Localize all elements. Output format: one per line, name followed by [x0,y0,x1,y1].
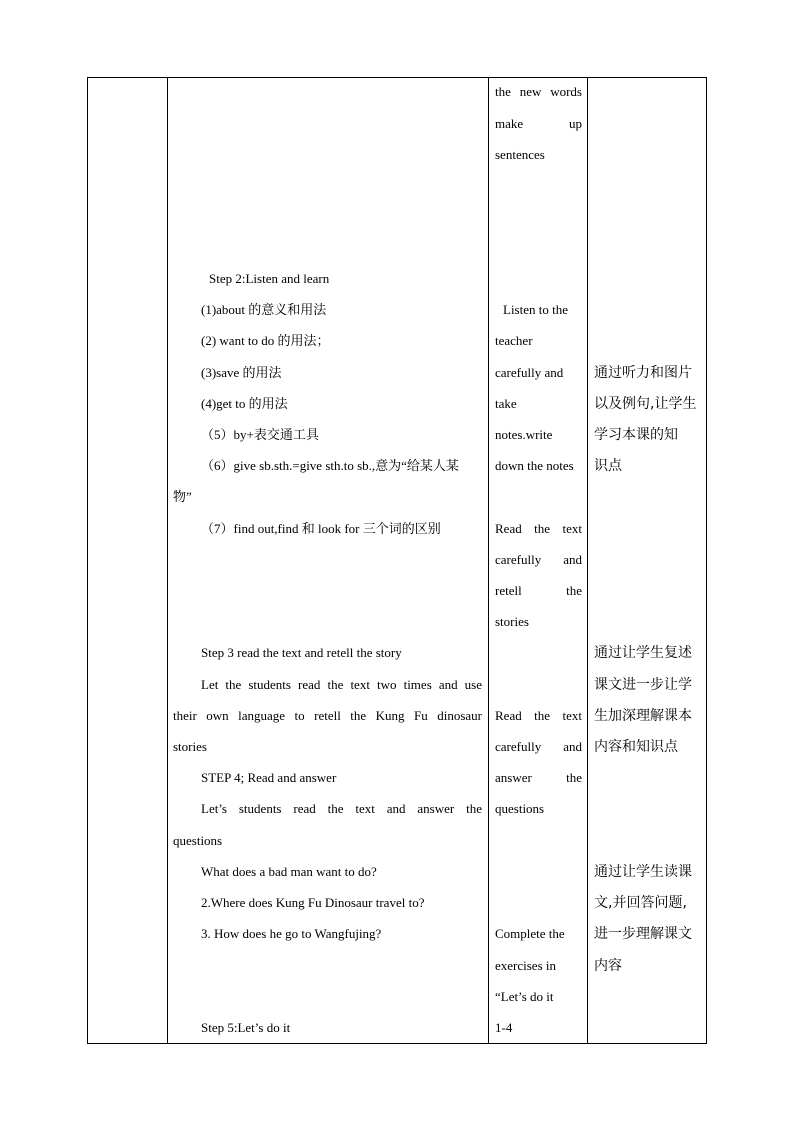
text-line: exercises in [495,958,557,973]
text-line: Step 2:Listen and learn [209,271,330,286]
text-line: 内容 [594,958,622,974]
text-line: retell the [495,583,582,598]
text-line: 识点 [594,458,622,474]
text-line: (4)get to 的用法 [201,396,288,411]
text-line: Read the text [495,708,582,723]
text-line: Read the text [495,521,582,536]
text-line: the new words [495,84,582,99]
text-line: Let the students read the text two times and use [201,677,482,692]
text-line: sentences [495,147,545,162]
text-line: notes.write [495,427,553,442]
text-line: (1)about 的意义和用法 [201,302,327,317]
text-line: Step 3 read the text and retell the story [201,645,402,660]
text-line: Listen to the [503,302,568,317]
text-line: 内容和知识点 [594,739,678,755]
text-line: 课文进一步让学 [594,677,692,693]
text-line: 3. How does he go to Wangfujing? [201,926,382,941]
text-line: stories [495,614,529,629]
text-line: take [495,396,517,411]
text-line: questions [173,833,223,848]
text-line: (3)save 的用法 [201,365,282,380]
text-line: carefully and [495,552,582,567]
text-line: 通过听力和图片 [594,365,692,381]
text-line: make up [495,116,582,131]
text-line: STEP 4; Read and answer [201,770,337,785]
text-line: 以及例句,让学生 [594,396,697,412]
text-line: their own language to retell the Kung Fu dinosaur [173,708,482,723]
text-line: carefully and [495,365,564,380]
text-line: 通过让学生复述 [594,645,692,661]
text-line: 文,并回答问题, [594,895,687,911]
text-line: 2.Where does Kung Fu Dinosaur travel to? [201,895,425,910]
text-line: 生加深理解课本 [594,708,692,724]
text-line: （7）find out,find 和 look for 三个词的区别 [201,521,441,536]
column-divider-3 [587,77,588,1043]
text-line: Let’s students read the text and answer the [201,801,482,816]
text-line: 进一步理解课文 [594,926,692,942]
text-line: 学习本课的知 [594,427,678,443]
text-line: 物” [173,489,192,504]
text-line: Complete the [495,926,565,941]
text-line: teacher [495,333,533,348]
text-line: 通过让学生读课 [594,864,692,880]
column-divider-1 [167,77,168,1043]
text-line: （6）give sb.sth.=give sth.to sb.,意为“给某人某 [201,458,459,473]
text-line: 1-4 [495,1020,513,1035]
text-line: questions [495,801,545,816]
text-line: answer the [495,770,582,785]
text-line: (2) want to do 的用法； [201,333,330,348]
column-divider-2 [488,77,489,1043]
text-line: down the notes [495,458,574,473]
text-line: stories [173,739,207,754]
text-line: What does a bad man want to do? [201,864,377,879]
text-line: “Let’s do it [495,989,554,1004]
text-line: （5）by+表交通工具 [201,427,319,442]
text-line: carefully and [495,739,582,754]
text-line: Step 5:Let’s do it [201,1020,291,1035]
